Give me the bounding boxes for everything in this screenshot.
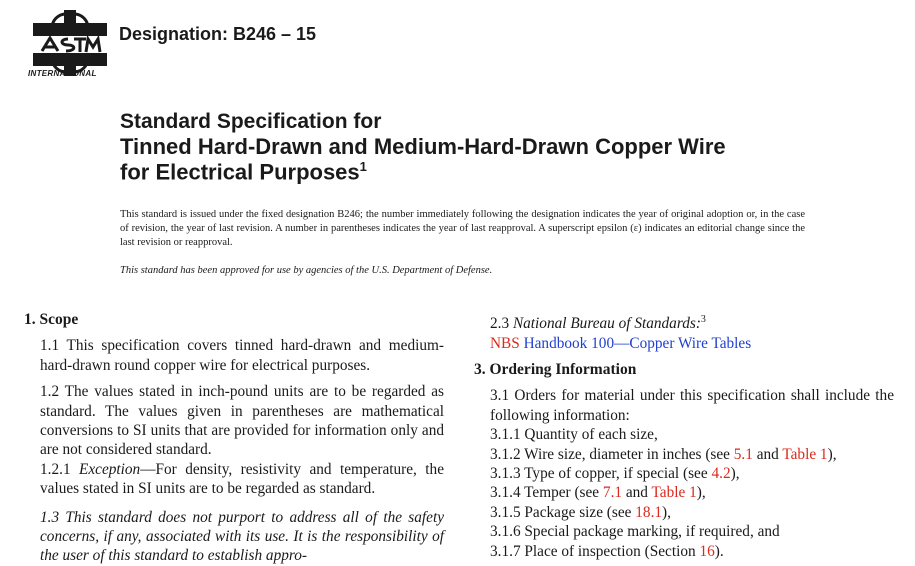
paragraph-number: 1.2.1 <box>40 460 71 478</box>
approval-notice: This standard has been approved for use by agencies of the U.S. Department of Defense. <box>120 265 493 276</box>
ref-link-16[interactable]: 16 <box>699 542 715 560</box>
item-text: ), <box>662 503 671 521</box>
title-line-2: Tinned Hard-Drawn and Medium-Hard-Drawn Copper Wire <box>120 134 726 159</box>
title-line-3 <box>120 159 367 185</box>
issued-notice: This standard is issued under the fixed designation B246; the number immediately following the designation indicates the year of original adoption or, in the case of revision, the year of last revision. A number in parentheses indicates the year of last reapproval. A superscript epsilon (ε) indicates an editorial change since the last revision or reapproval. <box>120 209 805 248</box>
footnote-mark: 3 <box>700 314 706 325</box>
item-text: and <box>752 445 783 463</box>
scope-heading: 1. Scope <box>24 311 79 328</box>
ref-link-table-1[interactable]: Table 1 <box>651 484 697 502</box>
item-text: 3.1.2 Wire size, diameter in inches (see <box>490 445 734 463</box>
paragraph-number: 2.3 <box>490 315 510 333</box>
item-3-1-7 <box>474 542 894 561</box>
paragraph-1-3: 1.3 This standard does not purport to address all of the safety concerns, if any, associated with its use. It is the responsibility of the user of this standard to establish appro- <box>40 508 444 565</box>
item-3-1-2 <box>474 445 894 464</box>
exception-text: —For density, resistivity and temperature, the values stated in SI units are to be regarded as standard. <box>40 460 444 498</box>
ref-link-4-2[interactable]: 4.2 <box>711 464 731 482</box>
item-3-1-5 <box>474 503 894 522</box>
nbs-prefix[interactable]: NBS <box>490 334 520 352</box>
item-text: 3.1.3 Type of copper, if special (see <box>490 464 712 482</box>
ref-link-18-1[interactable]: 18.1 <box>635 503 663 521</box>
item-text: ), <box>730 464 740 482</box>
ref-link-5-1[interactable]: 5.1 <box>733 445 753 463</box>
item-text: 3.1.5 Package size (see <box>490 503 636 521</box>
item-3-1-6: 3.1.6 Special package marking, if required, and <box>490 523 780 541</box>
item-text: ). <box>714 542 724 560</box>
item-text: and <box>622 484 652 502</box>
paragraph-1-2-1 <box>24 460 444 499</box>
nbs-title: National Bureau of Standards: <box>512 315 701 333</box>
paragraph-3-1: 3.1 Orders for material under this specification shall include the following information: <box>490 387 894 424</box>
title-line-3-text: for Electrical Purposes <box>120 159 360 185</box>
item-text: 3.1.4 Temper (see <box>490 484 603 502</box>
item-3-1-3 <box>474 464 894 483</box>
item-3-1-1: 3.1.1 Quantity of each size, <box>490 426 658 444</box>
nbs-reference <box>474 334 894 353</box>
right-column <box>474 310 894 561</box>
item-text: ), <box>827 445 837 463</box>
ref-link-table-1[interactable]: Table 1 <box>782 445 828 463</box>
exception-term: Exception <box>79 460 141 478</box>
ref-link-7-1[interactable]: 7.1 <box>602 484 623 502</box>
left-column <box>24 310 444 566</box>
item-text: 3.1.7 Place of inspection (Section <box>490 542 700 560</box>
title-footnote-mark: 1 <box>359 159 367 174</box>
item-text: ), <box>696 484 706 502</box>
title-line-1: Standard Specification for <box>120 110 382 133</box>
ordering-heading: 3. Ordering Information <box>474 360 637 378</box>
designation: Designation: B246 – 15 <box>119 24 317 44</box>
paragraph-1-2: 1.2 The values stated in inch-pound units are to be regarded as standard. The values given in parentheses are mathematical conversions to SI units that are provided for information only and are not considered standard. <box>40 383 444 459</box>
nbs-handbook-link[interactable]: Handbook 100—Copper Wire Tables <box>523 334 752 352</box>
logo-text: INTERNATIONAL <box>28 69 97 78</box>
paragraph-2-3 <box>474 310 894 334</box>
item-3-1-4 <box>474 483 894 502</box>
paragraph-1-1: 1.1 This specification covers tinned hard-drawn and medium-hard-drawn round copper wire for electrical purposes. <box>40 337 444 374</box>
